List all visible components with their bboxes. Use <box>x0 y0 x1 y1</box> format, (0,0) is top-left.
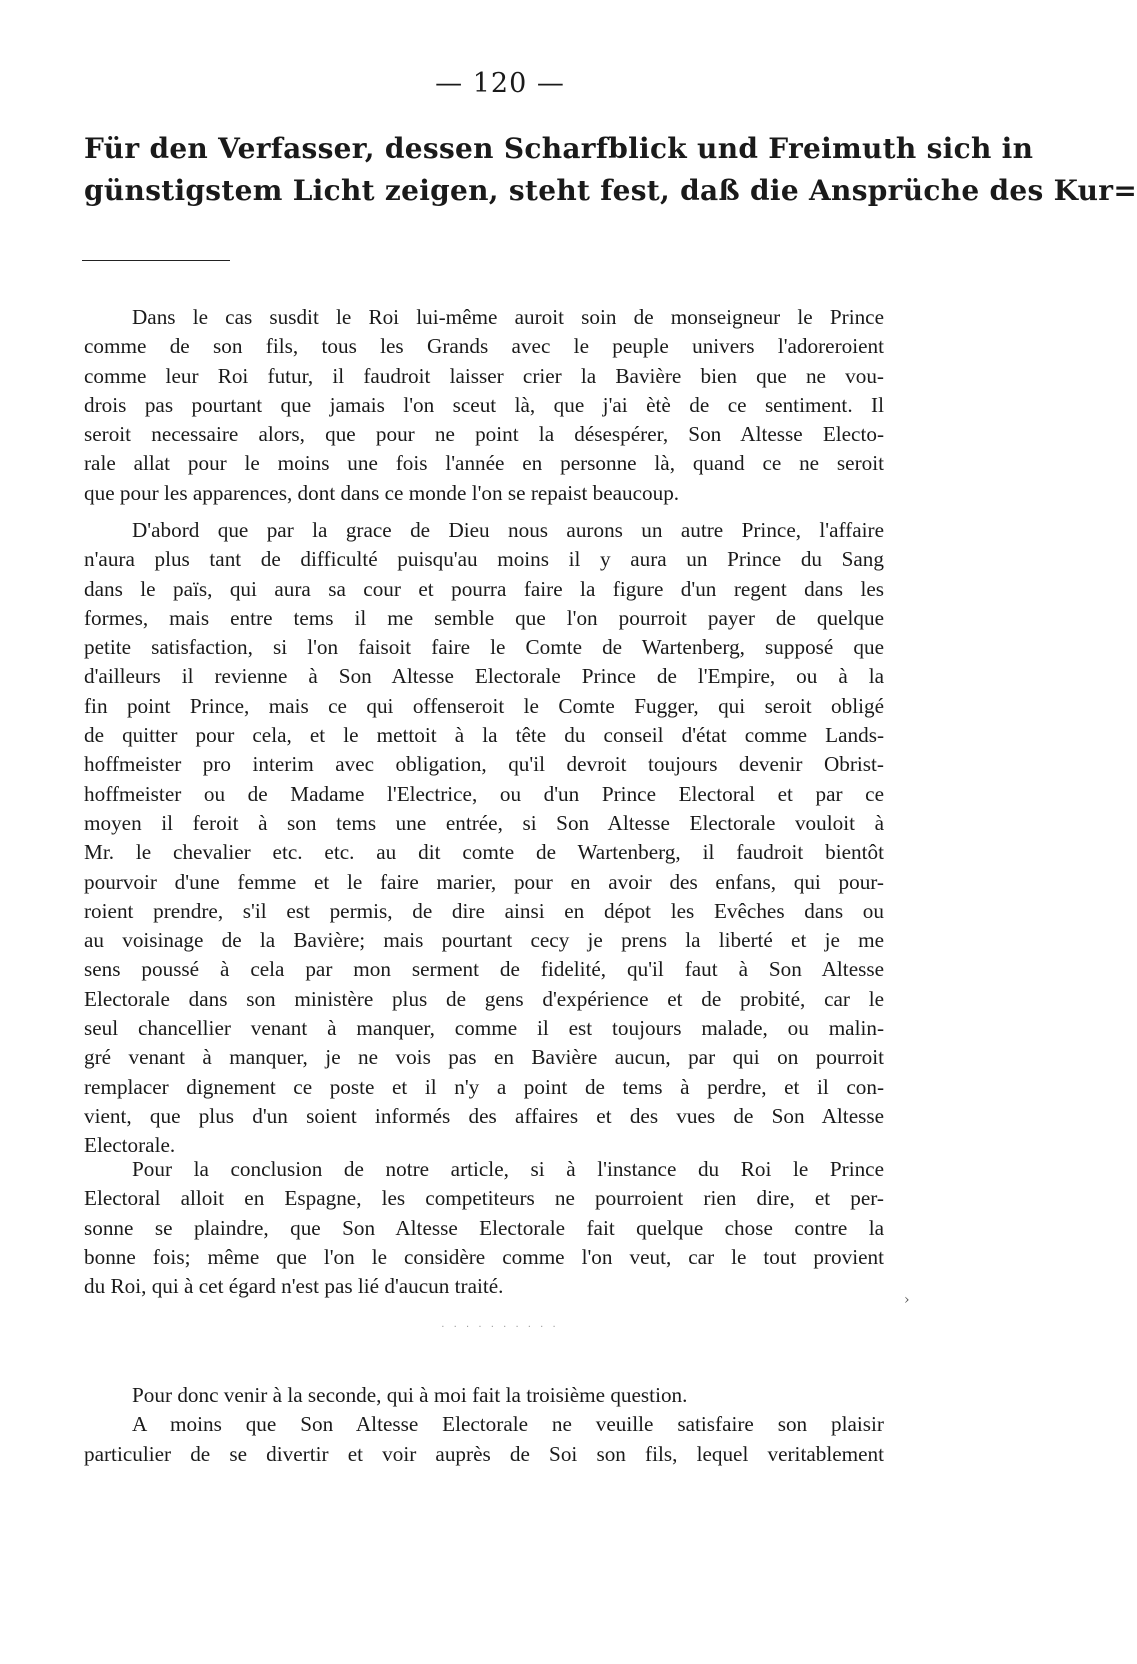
text-line: formes, mais entre tems il me semble que l'on pourroit payer de quelque <box>84 605 884 630</box>
text-line: remplacer dignement ce poste et il n'y a point de tems à perdre, et il con- <box>84 1074 884 1099</box>
footnote-paragraph-2 <box>84 516 884 1161</box>
text-line: Electorale dans son ministère plus de gens d'expérience et de probité, car le <box>84 986 884 1011</box>
text-line: moyen il feroit à son tems une entrée, si Son Altesse Electorale vouloit à <box>84 810 884 835</box>
text-line: hoffmeister pro interim avec obligation, qu'il devroit toujours devenir Obrist- <box>84 752 884 777</box>
text-line: fin point Prince, mais ce qui offenseroit le Comte Fugger, qui seroit obligé <box>84 693 884 718</box>
footnote-paragraph-1 <box>84 303 884 508</box>
text-line: n'aura plus tant de difficulté puisqu'au moins il y aura un Prince du Sang <box>84 547 884 572</box>
text-line: comme de son fils, tous les Grands avec le peuple univers l'adoreroient <box>84 334 884 359</box>
footnote-paragraph-3 <box>84 1155 884 1301</box>
footnote-separator-rule <box>82 260 230 261</box>
text-line: bonne fois; même que l'on le considère comme l'on veut, car le tout provient <box>84 1244 884 1269</box>
text-line: drois pas pourtant que jamais l'on sceut là, que j'ai ètè de ce sentiment. Il <box>84 392 884 417</box>
text-line: Electoral alloit en Espagne, les competiteurs ne pourroient rien dire, et per- <box>84 1186 884 1211</box>
text-line: gré venant à manquer, je ne vois pas en Bavière aucun, par qui on pourroit <box>84 1045 884 1070</box>
fraktur-line: günstigstem Licht zeigen, steht fest, daß die Ansprüche des Kur= <box>84 174 1137 207</box>
text-line: rale allat pour le moins une fois l'année en personne là, quand ce ne seroit <box>84 451 884 476</box>
text-line: Electorale. <box>84 1133 176 1158</box>
text-line: Pour la conclusion de notre article, si à l'instance du Roi le Prince <box>132 1157 884 1181</box>
text-line: petite satisfaction, si l'on faisoit faire le Comte de Wartenberg, supposé que <box>84 635 884 660</box>
text-line: hoffmeister ou de Madame l'Electrice, ou d'un Prince Electoral et par ce <box>84 781 884 806</box>
text-line: du Roi, qui à cet égard n'est pas lié d'aucun traité. <box>84 1274 504 1299</box>
text-line: seroit necessaire alors, que pour ne point la désespérer, Son Altesse Electo- <box>84 422 884 447</box>
text-line: pourvoir d'une femme et le faire marier, pour en avoir des enfans, qui pour- <box>84 869 884 894</box>
text-line: seul chancellier venant à manquer, comme il est toujours malade, ou malin- <box>84 1016 884 1041</box>
page-number: — 120 — <box>435 68 565 99</box>
text-line: sens poussé à cela par mon serment de fidelité, qu'il faut à Son Altesse <box>84 957 884 982</box>
text-line: dans le païs, qui aura sa cour et pourra faire la figure d'un regent dans les <box>84 576 884 601</box>
text-line: D'abord que par la grace de Dieu nous aurons un autre Prince, l'affaire <box>132 518 884 542</box>
section-break-ornament: · · · · · · · · · · <box>441 1322 559 1333</box>
footnote-paragraph-4 <box>84 1381 884 1469</box>
text-line: que pour les apparences, dont dans ce monde l'on se repaist beaucoup. <box>84 480 680 505</box>
text-line: comme leur Roi futur, il faudroit laisser crier la Bavière bien que ne vou- <box>84 363 884 388</box>
stray-mark: › <box>904 1292 910 1308</box>
fraktur-main-text <box>84 128 1137 212</box>
text-line: Mr. le chevalier etc. etc. au dit comte de Wartenberg, il faudroit bientôt <box>84 840 884 865</box>
text-line: vient, que plus d'un soient informés des affaires et des vues de Son Altesse <box>84 1103 884 1128</box>
text-line: particulier de se divertir et voir auprès de Soi son fils, lequel veritablement <box>84 1441 884 1466</box>
text-line: roient prendre, s'il est permis, de dire ainsi en dépot les Evêches dans ou <box>84 898 884 923</box>
text-line: A moins que Son Altesse Electorale ne veuille satisfaire son plaisir <box>132 1412 884 1437</box>
text-line: de quitter pour cela, et le mettoit à la tête du conseil d'état comme Lands- <box>84 723 884 748</box>
text-line: d'ailleurs il revienne à Son Altesse Electorale Prince de l'Empire, ou à la <box>84 664 884 689</box>
text-line: au voisinage de la Bavière; mais pourtant cecy je prens la liberté et je me <box>84 928 884 953</box>
text-line: sonne se plaindre, que Son Altesse Electorale fait quelque chose contre la <box>84 1215 884 1240</box>
fraktur-line: Für den Verfasser, dessen Scharfblick und Freimuth sich in <box>84 132 1034 165</box>
text-line: Pour donc venir à la seconde, qui à moi fait la troisième question. <box>132 1383 688 1407</box>
text-line: Dans le cas susdit le Roi lui-même auroit soin de monseigneur le Prince <box>132 305 884 329</box>
